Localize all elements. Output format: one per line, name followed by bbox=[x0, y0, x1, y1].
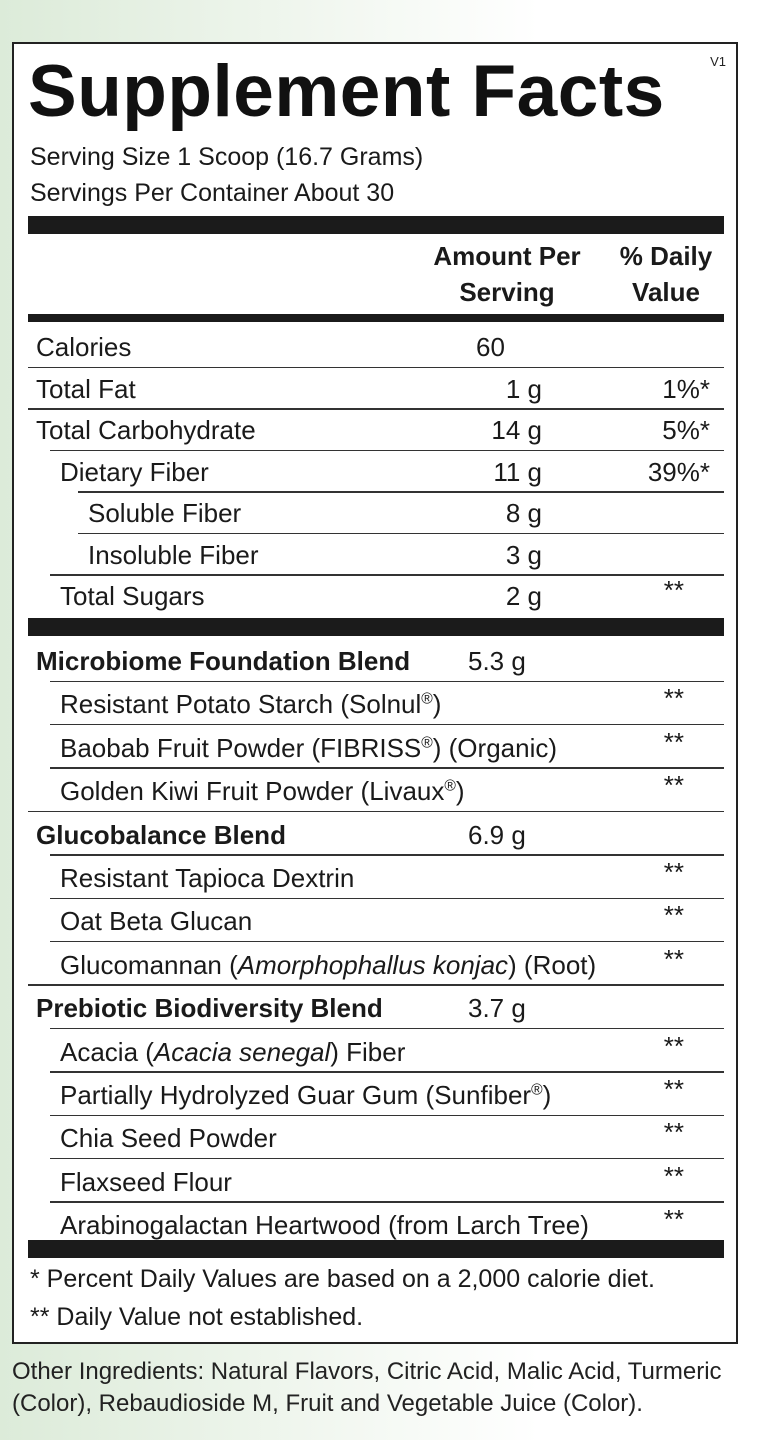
ingredient-name-text: Partially Hydrolyzed Guar Gum (Sunfiber bbox=[60, 1080, 532, 1110]
row-divider bbox=[50, 1028, 724, 1030]
blend-amount: 6.9 g bbox=[468, 819, 526, 850]
ingredient-daily-value: ** bbox=[663, 900, 684, 931]
ingredient-name-text: Golden Kiwi Fruit Powder (Livaux bbox=[60, 776, 445, 807]
blend-name: Prebiotic Biodiversity Blend bbox=[36, 993, 383, 1024]
row-divider bbox=[28, 811, 724, 813]
nutrient-name: Total Fat bbox=[36, 373, 136, 404]
amount-header-line1: Amount Per bbox=[433, 241, 581, 271]
ingredient-name-suffix: ) (Organic) bbox=[432, 732, 558, 763]
ingredient-daily-value: ** bbox=[663, 1160, 684, 1191]
ingredient-name bbox=[60, 863, 354, 893]
row-divider bbox=[50, 898, 724, 900]
nutrient-daily-value: 39%* bbox=[647, 456, 710, 487]
amount-header-line2: Serving bbox=[459, 277, 555, 307]
dv-header-line1: % Daily bbox=[619, 241, 713, 271]
ingredient-name bbox=[60, 733, 557, 763]
nutrient-row bbox=[28, 409, 724, 451]
nutrient-amount: 2 g bbox=[505, 581, 542, 611]
ingredient-row bbox=[28, 857, 724, 899]
blend-amount: 5.3 g bbox=[468, 646, 526, 676]
ingredient-name-text: Resistant Tapioca Dextrin bbox=[60, 863, 355, 893]
nutrient-amount: 60 bbox=[476, 332, 505, 362]
nutrient-name: Calories bbox=[36, 332, 132, 362]
ingredient-name-text: Baobab Fruit Powder (FIBRISS bbox=[60, 732, 422, 763]
divider-bar bbox=[28, 618, 724, 636]
nutrient-name: Total Carbohydrate bbox=[36, 415, 256, 445]
divider-bar bbox=[28, 216, 724, 234]
registered-mark: ® bbox=[421, 734, 433, 752]
nutrient-name: Soluble Fiber bbox=[88, 498, 242, 528]
ingredient-row bbox=[28, 1161, 724, 1203]
divider-bar bbox=[28, 1240, 724, 1258]
ingredient-row bbox=[28, 770, 724, 812]
ingredient-name-text: Arabinogalactan Heartwood (from Larch Tree) bbox=[60, 1210, 589, 1241]
ingredient-name-suffix: ) bbox=[432, 689, 442, 720]
dv-header-line2: Value bbox=[632, 277, 700, 307]
nutrient-amount: 1 g bbox=[505, 373, 542, 404]
nutrient-row bbox=[28, 492, 724, 534]
ingredient-name-text: Chia Seed Powder bbox=[60, 1123, 277, 1154]
row-divider bbox=[50, 724, 724, 726]
registered-mark: ® bbox=[444, 777, 456, 795]
ingredient-row bbox=[28, 727, 724, 769]
servings-per-container: Servings Per Container About 30 bbox=[30, 179, 395, 207]
nutrient-daily-value: 1%* bbox=[662, 373, 710, 404]
ingredient-row bbox=[28, 1031, 724, 1073]
ingredient-name bbox=[60, 906, 252, 936]
nutrient-row bbox=[28, 534, 724, 576]
row-divider bbox=[28, 984, 724, 986]
version-label: V1 bbox=[710, 54, 726, 69]
ingredient-daily-value: ** bbox=[663, 1030, 684, 1061]
ingredient-name-text: Oat Beta Glucan bbox=[60, 906, 253, 937]
ingredient-name bbox=[60, 1167, 232, 1197]
row-divider bbox=[50, 1071, 724, 1073]
ingredient-daily-value: ** bbox=[663, 943, 684, 974]
ingredient-name bbox=[60, 1123, 277, 1153]
ingredient-row bbox=[28, 1074, 724, 1116]
ingredient-name bbox=[60, 950, 596, 980]
row-divider bbox=[50, 941, 724, 943]
nutrient-row bbox=[28, 368, 724, 410]
ingredient-name-text: Glucomannan ( bbox=[60, 949, 238, 980]
serving-size: Serving Size 1 Scoop (16.7 Grams) bbox=[30, 143, 424, 171]
ingredient-latin-name: Amorphophallus konjac bbox=[237, 949, 509, 980]
ingredient-daily-value: ** bbox=[663, 726, 684, 757]
row-divider bbox=[50, 854, 724, 856]
row-divider bbox=[50, 1201, 724, 1203]
nutrient-amount: 3 g bbox=[505, 539, 542, 570]
ingredient-row bbox=[28, 683, 724, 725]
ingredient-latin-name: Acacia senegal bbox=[153, 1036, 331, 1067]
ingredient-row bbox=[28, 900, 724, 942]
nutrient-name: Insoluble Fiber bbox=[88, 539, 259, 570]
blend-amount: 3.7 g bbox=[468, 993, 526, 1024]
nutrient-row bbox=[28, 326, 724, 368]
row-divider bbox=[50, 681, 724, 683]
nutrient-row bbox=[28, 575, 724, 617]
nutrient-name: Total Sugars bbox=[60, 581, 205, 611]
nutrient-daily-value: ** bbox=[663, 575, 684, 605]
ingredient-row bbox=[28, 944, 724, 986]
daily-value-header bbox=[604, 238, 728, 310]
nutrient-daily-value: 5%* bbox=[662, 415, 710, 445]
footnote-percent-dv: * Percent Daily Values are based on a 2,000 calorie diet. bbox=[30, 1265, 655, 1293]
blend-row bbox=[28, 987, 724, 1029]
ingredient-daily-value: ** bbox=[663, 683, 684, 714]
ingredient-daily-value: ** bbox=[663, 1074, 684, 1104]
blend-row bbox=[28, 640, 724, 682]
ingredient-name bbox=[60, 1080, 551, 1110]
row-divider bbox=[50, 1115, 724, 1117]
ingredient-daily-value: ** bbox=[663, 1117, 684, 1148]
ingredient-daily-value: ** bbox=[663, 770, 684, 801]
registered-mark: ® bbox=[531, 1081, 543, 1099]
registered-mark: ® bbox=[421, 690, 433, 708]
ingredient-name-text: Resistant Potato Starch (Solnul bbox=[60, 689, 422, 720]
ingredient-name-text: Flaxseed Flour bbox=[60, 1166, 232, 1197]
ingredient-row bbox=[28, 1117, 724, 1159]
nutrient-name: Dietary Fiber bbox=[60, 456, 209, 487]
row-divider bbox=[50, 1158, 724, 1160]
footnote-dv-not-established: ** Daily Value not established. bbox=[30, 1303, 364, 1331]
ingredient-daily-value: ** bbox=[663, 857, 684, 887]
ingredient-name-suffix: ) bbox=[542, 1080, 552, 1110]
ingredient-name-text: Acacia ( bbox=[60, 1036, 154, 1067]
ingredient-name bbox=[60, 689, 441, 719]
ingredient-name-suffix: ) Fiber bbox=[330, 1036, 406, 1067]
ingredient-name bbox=[60, 1210, 589, 1240]
blend-name: Glucobalance Blend bbox=[36, 819, 286, 850]
amount-header bbox=[412, 238, 602, 310]
ingredient-name-suffix: ) bbox=[455, 776, 465, 807]
row-divider bbox=[50, 767, 724, 769]
blend-row bbox=[28, 814, 724, 856]
blend-name: Microbiome Foundation Blend bbox=[36, 646, 411, 676]
nutrient-amount: 14 g bbox=[491, 415, 542, 445]
divider-bar bbox=[28, 314, 724, 322]
other-ingredients: Other Ingredients: Natural Flavors, Citric Acid, Malic Acid, Turmeric (Color), Rebaudioside M, Fruit and Vegetable Juice (Color). bbox=[12, 1358, 722, 1417]
nutrient-amount: 8 g bbox=[505, 498, 542, 528]
ingredient-daily-value: ** bbox=[663, 1204, 684, 1235]
ingredient-name-suffix: ) (Root) bbox=[508, 949, 597, 980]
nutrient-amount: 11 g bbox=[493, 456, 542, 487]
panel-title: Supplement Facts bbox=[28, 51, 665, 132]
ingredient-name bbox=[60, 1037, 405, 1067]
ingredient-name bbox=[60, 776, 465, 806]
supplement-facts-panel bbox=[12, 42, 738, 1344]
nutrient-row bbox=[28, 451, 724, 493]
